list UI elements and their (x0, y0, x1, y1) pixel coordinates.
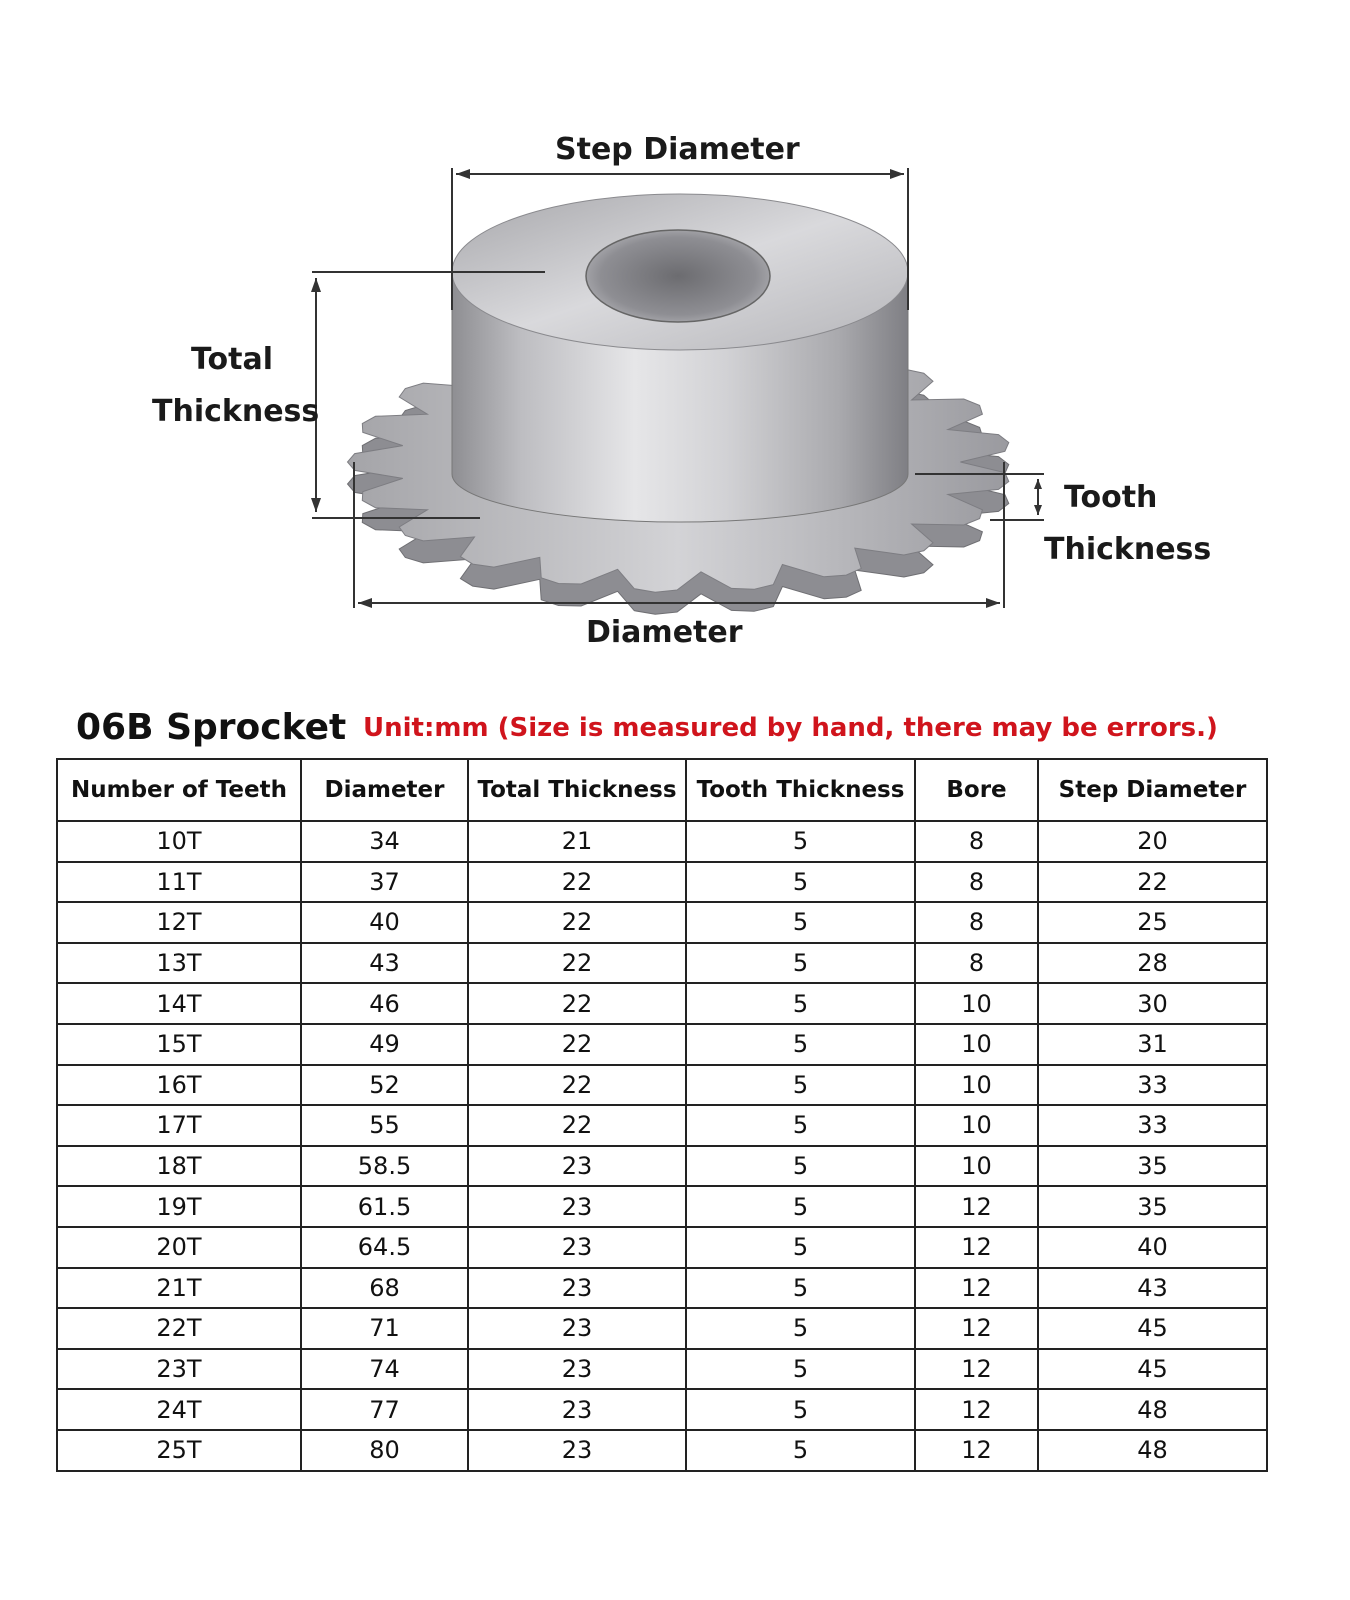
cell-bore: 10 (915, 1105, 1038, 1146)
cell-bore: 8 (915, 862, 1038, 903)
cell-step-diameter: 35 (1038, 1186, 1267, 1227)
cell-step-diameter: 48 (1038, 1430, 1267, 1471)
cell-tooth-thickness: 5 (686, 1430, 915, 1471)
cell-step-diameter: 28 (1038, 943, 1267, 984)
cell-number-of-teeth: 16T (57, 1065, 301, 1106)
cell-tooth-thickness: 5 (686, 983, 915, 1024)
cell-step-diameter: 33 (1038, 1065, 1267, 1106)
cell-number-of-teeth: 14T (57, 983, 301, 1024)
cell-step-diameter: 48 (1038, 1389, 1267, 1430)
cell-bore: 12 (915, 1308, 1038, 1349)
cell-total-thickness: 23 (468, 1227, 686, 1268)
table-row (57, 1146, 1267, 1187)
cell-diameter: 49 (301, 1024, 468, 1065)
table-row (57, 1186, 1267, 1227)
table-row (57, 821, 1267, 862)
cell-tooth-thickness: 5 (686, 943, 915, 984)
cell-total-thickness: 22 (468, 943, 686, 984)
header-diameter: Diameter (301, 759, 468, 821)
cell-total-thickness: 21 (468, 821, 686, 862)
total-thickness-label (152, 334, 320, 438)
cell-step-diameter: 33 (1038, 1105, 1267, 1146)
cell-step-diameter: 30 (1038, 983, 1267, 1024)
table-row (57, 1430, 1267, 1471)
sprocket-diagram (0, 0, 1350, 690)
cell-bore: 12 (915, 1268, 1038, 1309)
table-row (57, 1024, 1267, 1065)
tooth-thickness-label-line2: Thickness (1044, 532, 1212, 567)
cell-total-thickness: 22 (468, 902, 686, 943)
cell-total-thickness: 23 (468, 1349, 686, 1390)
cell-number-of-teeth: 11T (57, 862, 301, 903)
cell-total-thickness: 23 (468, 1146, 686, 1187)
cell-tooth-thickness: 5 (686, 1349, 915, 1390)
cell-step-diameter: 40 (1038, 1227, 1267, 1268)
cell-number-of-teeth: 12T (57, 902, 301, 943)
cell-number-of-teeth: 20T (57, 1227, 301, 1268)
cell-step-diameter: 45 (1038, 1349, 1267, 1390)
cell-diameter: 68 (301, 1268, 468, 1309)
step-diameter-label: Step Diameter (555, 132, 800, 167)
cell-bore: 10 (915, 1146, 1038, 1187)
cell-number-of-teeth: 18T (57, 1146, 301, 1187)
table-row (57, 1308, 1267, 1349)
cell-total-thickness: 23 (468, 1268, 686, 1309)
cell-bore: 8 (915, 902, 1038, 943)
table-row (57, 1349, 1267, 1390)
cell-bore: 8 (915, 821, 1038, 862)
cell-diameter: 55 (301, 1105, 468, 1146)
cell-diameter: 37 (301, 862, 468, 903)
cell-number-of-teeth: 19T (57, 1186, 301, 1227)
cell-tooth-thickness: 5 (686, 1308, 915, 1349)
cell-number-of-teeth: 10T (57, 821, 301, 862)
cell-number-of-teeth: 17T (57, 1105, 301, 1146)
cell-number-of-teeth: 25T (57, 1430, 301, 1471)
total-thickness-label-line1: Total (191, 342, 273, 377)
unit-note: Unit:mm (Size is measured by hand, there may be errors.) (363, 713, 1218, 743)
cell-tooth-thickness: 5 (686, 1146, 915, 1187)
tooth-thickness-label-line1: Tooth (1064, 480, 1158, 515)
cell-bore: 12 (915, 1430, 1038, 1471)
table-row (57, 1389, 1267, 1430)
cell-tooth-thickness: 5 (686, 1105, 915, 1146)
cell-diameter: 77 (301, 1389, 468, 1430)
bore-hole (586, 230, 770, 322)
table-body (57, 821, 1267, 1471)
cell-total-thickness: 22 (468, 1105, 686, 1146)
cell-bore: 12 (915, 1227, 1038, 1268)
cell-total-thickness: 22 (468, 1065, 686, 1106)
cell-diameter: 52 (301, 1065, 468, 1106)
cell-diameter: 58.5 (301, 1146, 468, 1187)
header-total-thickness: Total Thickness (468, 759, 686, 821)
cell-number-of-teeth: 13T (57, 943, 301, 984)
cell-bore: 8 (915, 943, 1038, 984)
cell-tooth-thickness: 5 (686, 1065, 915, 1106)
table-caption (76, 700, 1296, 756)
table-row (57, 902, 1267, 943)
cell-diameter: 61.5 (301, 1186, 468, 1227)
cell-tooth-thickness: 5 (686, 1024, 915, 1065)
cell-bore: 10 (915, 983, 1038, 1024)
cell-number-of-teeth: 15T (57, 1024, 301, 1065)
cell-tooth-thickness: 5 (686, 862, 915, 903)
table-row (57, 862, 1267, 903)
cell-number-of-teeth: 22T (57, 1308, 301, 1349)
cell-total-thickness: 22 (468, 983, 686, 1024)
table-row (57, 1065, 1267, 1106)
cell-diameter: 46 (301, 983, 468, 1024)
header-bore: Bore (915, 759, 1038, 821)
table-row (57, 983, 1267, 1024)
cell-total-thickness: 23 (468, 1308, 686, 1349)
diameter-label: Diameter (586, 615, 743, 650)
cell-tooth-thickness: 5 (686, 1227, 915, 1268)
cell-total-thickness: 22 (468, 862, 686, 903)
cell-diameter: 71 (301, 1308, 468, 1349)
cell-step-diameter: 20 (1038, 821, 1267, 862)
cell-diameter: 64.5 (301, 1227, 468, 1268)
cell-diameter: 80 (301, 1430, 468, 1471)
cell-step-diameter: 25 (1038, 902, 1267, 943)
cell-diameter: 43 (301, 943, 468, 984)
cell-bore: 12 (915, 1349, 1038, 1390)
cell-total-thickness: 23 (468, 1389, 686, 1430)
cell-tooth-thickness: 5 (686, 1186, 915, 1227)
sprocket-spec-table (56, 758, 1268, 1472)
cell-total-thickness: 22 (468, 1024, 686, 1065)
table-title: 06B Sprocket (76, 707, 347, 748)
cell-bore: 12 (915, 1389, 1038, 1430)
cell-step-diameter: 22 (1038, 862, 1267, 903)
cell-total-thickness: 23 (468, 1430, 686, 1471)
table-row (57, 1268, 1267, 1309)
cell-number-of-teeth: 21T (57, 1268, 301, 1309)
cell-step-diameter: 45 (1038, 1308, 1267, 1349)
cell-diameter: 34 (301, 821, 468, 862)
cell-bore: 10 (915, 1065, 1038, 1106)
cell-step-diameter: 43 (1038, 1268, 1267, 1309)
cell-bore: 10 (915, 1024, 1038, 1065)
cell-tooth-thickness: 5 (686, 1268, 915, 1309)
header-step-diameter: Step Diameter (1038, 759, 1267, 821)
total-thickness-label-line2: Thickness (152, 394, 320, 429)
cell-total-thickness: 23 (468, 1186, 686, 1227)
cell-diameter: 40 (301, 902, 468, 943)
cell-tooth-thickness: 5 (686, 821, 915, 862)
cell-number-of-teeth: 23T (57, 1349, 301, 1390)
header-number-of-teeth: Number of Teeth (57, 759, 301, 821)
header-tooth-thickness: Tooth Thickness (686, 759, 915, 821)
cell-bore: 12 (915, 1186, 1038, 1227)
cell-step-diameter: 35 (1038, 1146, 1267, 1187)
table-row (57, 1227, 1267, 1268)
table-header-row (57, 759, 1267, 821)
cell-tooth-thickness: 5 (686, 1389, 915, 1430)
cell-tooth-thickness: 5 (686, 902, 915, 943)
cell-diameter: 74 (301, 1349, 468, 1390)
cell-step-diameter: 31 (1038, 1024, 1267, 1065)
table-row (57, 1105, 1267, 1146)
tooth-thickness-label (1044, 472, 1211, 576)
cell-number-of-teeth: 24T (57, 1389, 301, 1430)
table-row (57, 943, 1267, 984)
